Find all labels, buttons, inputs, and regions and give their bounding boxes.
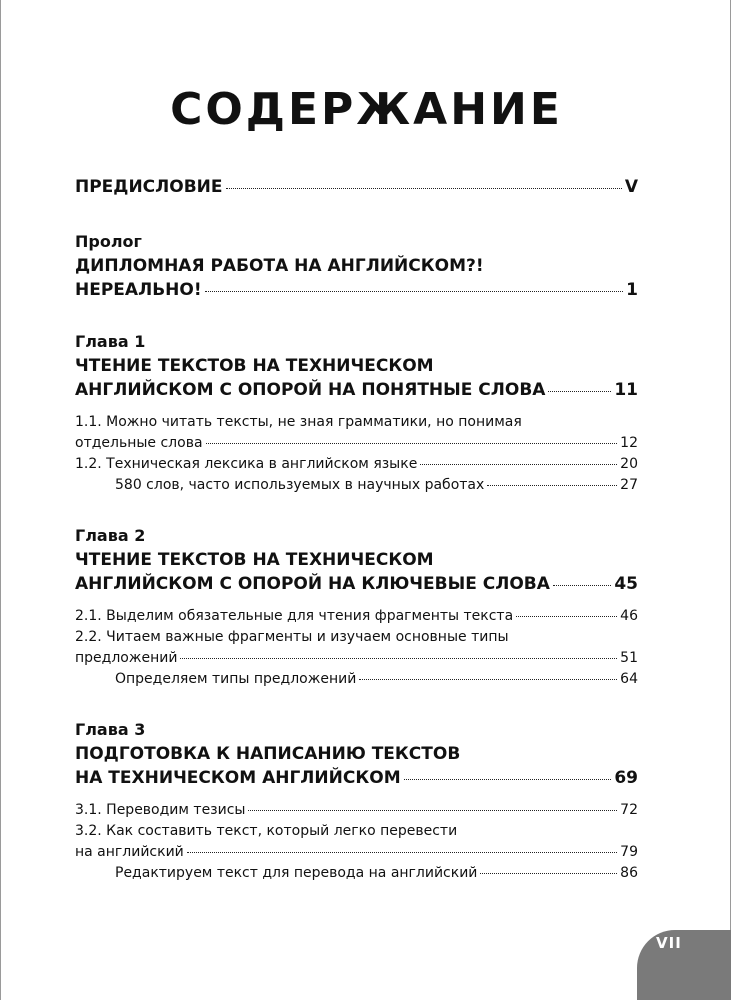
leader-dots xyxy=(205,291,624,292)
toc-subentry-title: 580 слов, часто используемых в научных работах xyxy=(115,477,485,493)
toc-subentry-title: 3.1. Переводим тезисы xyxy=(75,802,246,818)
toc-subentry[interactable] xyxy=(75,433,638,454)
chapter-label: Глава 2 xyxy=(75,526,146,545)
toc-subentry[interactable] xyxy=(75,606,638,627)
toc-page-number: 69 xyxy=(614,768,638,788)
toc-entry-chapter-1[interactable] xyxy=(75,378,638,402)
toc-page-number: 79 xyxy=(620,844,638,860)
toc-subentry-title: Редактируем текст для перевода на английский xyxy=(115,865,478,881)
chapter-title-line: АНГЛИЙСКОМ С ОПОРОЙ НА ПОНЯТНЫЕ СЛОВА xyxy=(75,380,546,400)
toc-subentry-title: 1.2. Техническая лексика в английском языке xyxy=(75,456,418,472)
toc-subentry-title: на английский xyxy=(75,844,184,860)
leader-dots xyxy=(187,852,617,853)
page-number-tab xyxy=(637,930,731,1000)
chapter-label: Глава 1 xyxy=(75,332,146,351)
toc-subentry[interactable] xyxy=(75,454,638,475)
chapter-title-line: ПОДГОТОВКА К НАПИСАНИЮ ТЕКСТОВ xyxy=(75,744,461,764)
toc-subentry[interactable] xyxy=(75,863,638,884)
leader-dots xyxy=(404,779,612,780)
toc-page-number: 20 xyxy=(620,456,638,472)
toc-subentry-title: Определяем типы предложений xyxy=(115,671,357,687)
section-title-line: ДИПЛОМНАЯ РАБОТА НА АНГЛИЙСКОМ?! xyxy=(75,256,484,276)
toc-page-number: 51 xyxy=(620,650,638,666)
toc-section-chapter-1 xyxy=(75,330,638,496)
leader-dots xyxy=(548,391,611,392)
leader-dots xyxy=(226,188,622,189)
toc-page-number: 86 xyxy=(620,865,638,881)
toc-entry-chapter-3[interactable] xyxy=(75,766,638,790)
toc-page-number: 72 xyxy=(620,802,638,818)
toc-section-chapter-3 xyxy=(75,718,638,884)
toc-subentry-line[interactable]: 2.2. Читаем важные фрагменты и изучаем основные типы xyxy=(75,629,509,645)
leader-dots xyxy=(359,679,617,680)
toc-subentry-line[interactable]: 3.2. Как составить текст, который легко перевести xyxy=(75,823,458,839)
leader-dots xyxy=(180,658,617,659)
toc-entry-chapter-2[interactable] xyxy=(75,572,638,596)
toc-section-chapter-2 xyxy=(75,524,638,690)
toc-subentry[interactable] xyxy=(75,800,638,821)
toc-subentry-title: 2.1. Выделим обязательные для чтения фрагменты текста xyxy=(75,608,514,624)
toc-subentry[interactable] xyxy=(75,475,638,496)
chapter-title-line: АНГЛИЙСКОМ С ОПОРОЙ НА КЛЮЧЕВЫЕ СЛОВА xyxy=(75,574,550,594)
leader-dots xyxy=(553,585,611,586)
section-title-line: НЕРЕАЛЬНО! xyxy=(75,280,202,300)
leader-dots xyxy=(487,485,617,486)
leader-dots xyxy=(420,464,617,465)
toc-subentry-line[interactable]: 1.1. Можно читать тексты, не зная грамматики, но понимая xyxy=(75,414,522,430)
toc-page-number: 64 xyxy=(620,671,638,687)
toc-subentry[interactable] xyxy=(75,669,638,690)
toc-subentry-title: отдельные слова xyxy=(75,435,203,451)
toc-page-number: V xyxy=(624,177,638,197)
toc-page-number: 27 xyxy=(620,477,638,493)
toc-subentry-title: предложений xyxy=(75,650,178,666)
toc-section-prologue xyxy=(75,230,638,302)
chapter-title-line: ЧТЕНИЕ ТЕКСТОВ НА ТЕХНИЧЕСКОМ xyxy=(75,550,434,570)
toc-page-number: 45 xyxy=(614,574,638,594)
toc-subentry[interactable] xyxy=(75,648,638,669)
leader-dots xyxy=(248,810,617,811)
toc-entry-preface[interactable] xyxy=(75,175,638,199)
toc-entry-title: ПРЕДИСЛОВИЕ xyxy=(75,177,223,197)
toc-page-number: 12 xyxy=(620,435,638,451)
leader-dots xyxy=(516,616,617,617)
page-number: VII xyxy=(656,934,682,952)
chapter-title-line: ЧТЕНИЕ ТЕКСТОВ НА ТЕХНИЧЕСКОМ xyxy=(75,356,434,376)
chapter-title-line: НА ТЕХНИЧЕСКОМ АНГЛИЙСКОМ xyxy=(75,768,401,788)
toc-entry-prologue[interactable] xyxy=(75,278,638,302)
page-title: СОДЕРЖАНИЕ xyxy=(170,84,563,135)
leader-dots xyxy=(206,443,618,444)
toc-page-number: 11 xyxy=(614,380,638,400)
chapter-label: Глава 3 xyxy=(75,720,146,739)
section-label: Пролог xyxy=(75,232,142,251)
toc-page-number: 1 xyxy=(626,280,638,300)
leader-dots xyxy=(480,873,617,874)
table-of-contents xyxy=(75,175,638,884)
toc-subentry[interactable] xyxy=(75,842,638,863)
toc-page-number: 46 xyxy=(620,608,638,624)
